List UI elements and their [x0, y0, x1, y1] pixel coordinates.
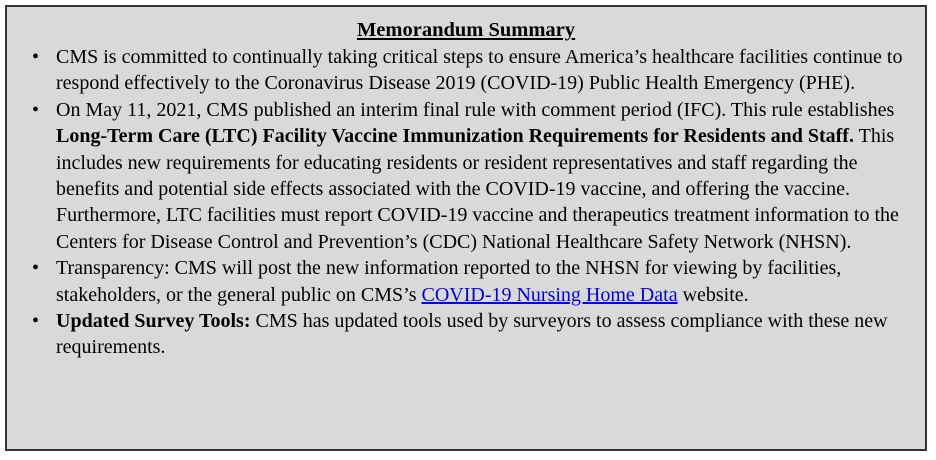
summary-bullet-list [7, 44, 923, 361]
bullet-commitment [32, 44, 923, 97]
nursing-home-data-link[interactable]: COVID-19 Nursing Home Data [421, 283, 678, 306]
bullet-dot: • [32, 98, 40, 121]
bullet-dot: • [32, 310, 40, 333]
bullet-ifc-rule-title: Long-Term Care (LTC) Facility Vaccine Immunization Requirements for Residents and Staff. [56, 125, 854, 148]
bullet-ifc-details: This includes new requirements for educating residents or resident representatives and staff regarding the benefits and potential side effects associated with the COVID-19 vaccine, and offering the vaccine. Furthermore, LTC facilities must report COVID-19 vaccine and therapeutics treatment information to the Centers for Disease Control and Prevention’s (CDC) National Healthcare Safety Network (NHSN). [56, 125, 899, 253]
bullet-survey-tools-text: CMS has updated tools used by surveyors to assess compliance with these new requirements. [56, 310, 888, 359]
bullet-commitment-text: CMS is committed to continually taking critical steps to ensure America’s healthcare facilities continue to respond effectively to the Coronavirus Disease 2019 (COVID-19) Public Health Emergency (PHE). [56, 46, 903, 95]
bullet-transparency [32, 255, 923, 308]
bullet-transparency-text: Transparency: CMS will post the new information reported to the NHSN for viewing by facilities, stakeholders, or the general public on CMS’s [56, 257, 842, 306]
bullet-survey-tools-label: Updated Survey Tools: [56, 310, 251, 333]
bullet-dot: • [32, 257, 40, 280]
bullet-survey-tools [32, 308, 923, 361]
bullet-dot: • [32, 46, 40, 68]
bullet-ifc [32, 97, 923, 255]
memorandum-summary-box [5, 5, 927, 451]
memo-title: Memorandum Summary [356, 19, 576, 41]
bullet-ifc-intro: On May 11, 2021, CMS published an interim final rule with comment period (IFC). This rule establishes [56, 98, 895, 121]
bullet-transparency-suffix: website. [677, 283, 749, 306]
